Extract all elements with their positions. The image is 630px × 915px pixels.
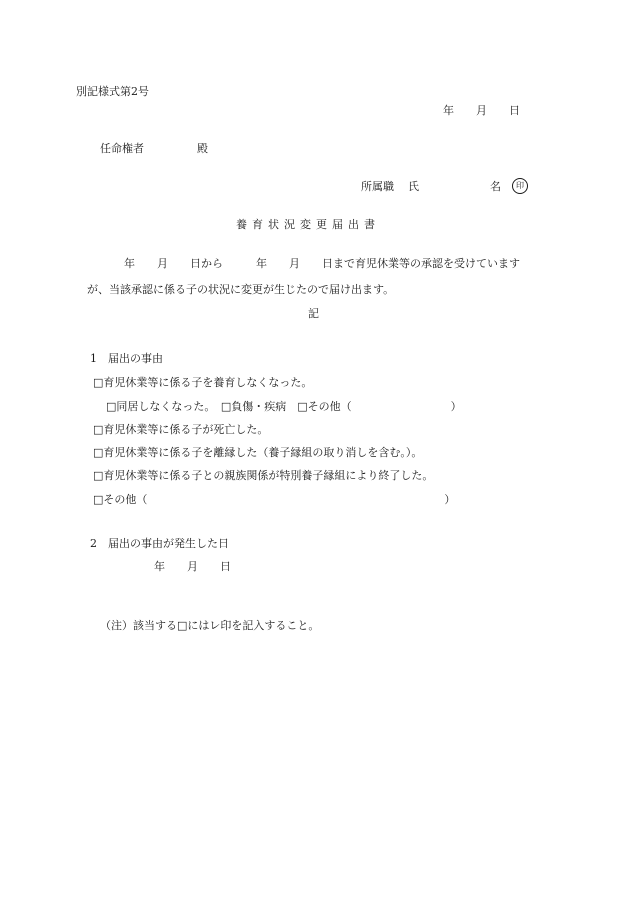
document-title: 養育状況変更届出書 <box>236 218 380 231</box>
name-label-2: 名 <box>490 180 501 193</box>
reason-item-5: □その他（ ） <box>93 493 456 506</box>
section-1-heading: 1 届出の事由 <box>90 352 163 365</box>
section-2-heading: 2 届出の事由が発生した日 <box>90 537 229 550</box>
body-line-1: 年 月 日から 年 月 日まで育児休業等の承認を受けています <box>124 257 520 270</box>
ki-heading: 記 <box>308 307 319 320</box>
body-line-2: が、当該承認に係る子の状況に変更が生じたので届け出ます。 <box>87 283 395 296</box>
name-label-1: 氏 <box>408 180 419 193</box>
form-number: 別記様式第2号 <box>76 85 149 98</box>
addressee-label: 任命権者 <box>100 142 144 155</box>
affiliation-label: 所属職 <box>361 180 394 193</box>
reason-item-1: □育児休業等に係る子を養育しなくなった。 <box>93 376 313 389</box>
reason-item-3: □育児休業等に係る子を離縁した（養子縁組の取り消しを含む。）。 <box>93 446 423 459</box>
addressee-honorific: 殿 <box>197 142 208 155</box>
reason-item-2: □育児休業等に係る子が死亡した。 <box>93 423 269 436</box>
reason-item-1-sub: □同居しなくなった。 □負傷・疾病 □その他（ ） <box>106 400 462 413</box>
occurrence-date: 年 月 日 <box>154 560 231 573</box>
note: （注）該当する□にはレ印を記入すること。 <box>100 619 320 632</box>
reason-item-4: □育児休業等に係る子との親族関係が特別養子縁組により終了した。 <box>93 469 434 482</box>
submission-date: 年 月 日 <box>443 104 520 117</box>
seal-mark: 印 <box>512 178 528 194</box>
